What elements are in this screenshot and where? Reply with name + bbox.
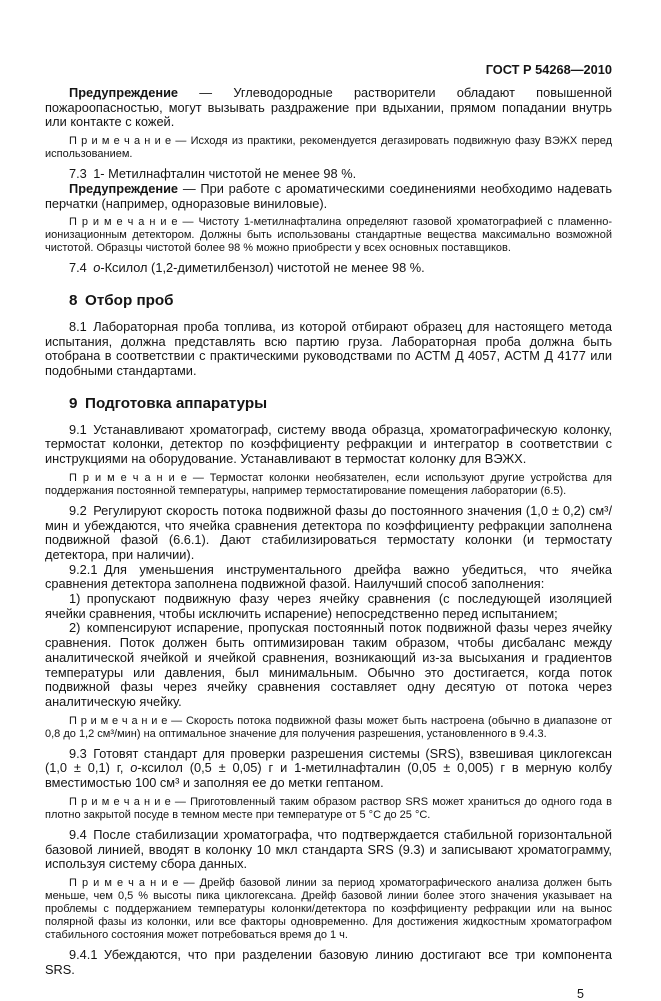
clause-9-4-1: 9.4.1 Убеждаются, что при разделении базовую линию достигают все три компонента SRS. <box>45 946 612 977</box>
warning-lead: Предупреждение <box>69 85 179 100</box>
note-flow-rate: П р и м е ч а н и е — Скорость потока подвижной фазы может быть настроена (обычно в диапазоне от 0,8 до 1,2 см³/мин) на оптимальное значение для получения разрешения, установленного в 9.4.3. <box>45 714 612 740</box>
document-code-header: ГОСТ Р 54268—2010 <box>485 62 612 77</box>
section-9-heading: 9 Подготовка аппаратуры <box>69 394 268 412</box>
clause-7-3: 7.3 1- Метилнафталин чистотой не менее 98 %. <box>69 166 357 182</box>
list-item-2: 2) компенсируют испарение, пропуская постоянный поток подвижной фазы через ячейку сравнения. Поток должен быть оптимизирован таким образом, чтобы дисбаланс между аналитической ячейкой и ячейкой сравнения, возникающий из-за высыхания и градиентов температуры или давления, был минимальным. Обычно это достигается, когда поток подвижной фазы через ячейку сравнения составляет одну десятую от потока через аналитическую ячейку. <box>45 620 612 709</box>
warning-text: — Углеводородные растворители обладают повышенной пожароопасностью, могут вызывать раздражение при вдыхании, прямом попадании внутрь или контакте с кожей. <box>45 85 612 130</box>
clause-text: -Ксилол (1,2-диметилбензол) чистотой не менее 98 %. <box>100 260 425 276</box>
section-8-heading: 8 Отбор проб <box>69 291 174 309</box>
clause-8-1: 8.1 Лабораторная проба топлива, из которой отбирают образец для настоящего метода испытания, должна представлять всю партию груза. Лабораторная проба должна быть отобрана в соответствии с практическими руководствами по АСТМ Д 4057, АСТМ Д 4177 или подобными стандартами. <box>45 318 612 379</box>
clause-9-4: 9.4 После стабилизации хроматографа, что подтверждается стабильной горизонтальной базовой линией, вводят в колонку 10 мкл стандарта SRS (9.3) и записывают хроматограмму, используя систему сбора данных. <box>45 826 612 872</box>
warning-paragraph-aromatics <box>45 182 612 211</box>
note-srs-storage: П р и м е ч а н и е — Приготовленный таким образом раствор SRS может храниться до одного года в плотно закрытой посуде в темном месте при температуре от 5 °С до 25 °С. <box>45 795 612 821</box>
clause-text: -ксилол (0,5 ± 0,05) г и 1-метилнафталин (0,05 ± 0,005) г в мерную колбу вместимостью 100 см³ и заполняя ее до метки гептаном. <box>45 760 612 791</box>
note-baseline-drift: П р и м е ч а н и е — Дрейф базовой линии за период хроматографического анализа должен быть меньше, чем 0,5 % высоты пика циклогексана. Дрейф базовой линии более этого значения указывает на проблемы с поддержанием температуры колонки/детектора по коэффициенту рефракции или на вынос полярной фазы из колонки, или все факторы одновременно. Для достижения жидкостным хроматографом стабильного состояния может потребоваться время до 1 ч. <box>45 876 612 941</box>
italic-o-prefix: о <box>130 760 138 776</box>
clause-9-1: 9.1 Устанавливают хроматограф, систему ввода образца, хроматографическую колонку, термостат колонки, детектор по коэффициенту рефракции и интегратор в соответствии с инструкциями на оборудование. Устанавливают в термостат колонку для ВЭЖХ. <box>45 421 612 467</box>
note-methylnaphthalene-purity: П р и м е ч а н и е — Чистоту 1-метилнафталина определяют газовой хроматографией с пламенно-ионизационным детектором. Должны быть использованы стандартные вещества максимально возможной чистотой. Образцы чистотой более 98 % можно приобрести у всех основных поставщиков. <box>45 216 612 255</box>
italic-o-prefix: о <box>93 260 101 276</box>
clause-9-2: 9.2 Регулируют скорость потока подвижной фазы до постоянного значения (1,0 ± 0,2) см³/мин и убеждаются, что ячейка сравнения детектора по коэффициенту рефракции заполнена подвижной фазой (6.6.1). Дают стабилизироваться термостату колонки (и термостату детектора, при наличии). <box>45 502 612 562</box>
list-item-1: 1) пропускают подвижную фазу через ячейку сравнения (с последующей изоляцией ячейки сравнения, чтобы исключить испарение) непосредственно перед испытанием; <box>45 591 612 621</box>
page-number: 5 <box>577 987 584 1001</box>
note-column-thermostat: П р и м е ч а н и е — Термостат колонки необязателен, если используют другие устройства для поддержания постоянной температуры, например термостатирование помещения лаборатории (6.5). <box>45 471 612 497</box>
note-degassing: П р и м е ч а н и е — Исходя из практики, рекомендуется дегазировать подвижную фазу ВЭЖХ перед использованием. <box>45 135 612 161</box>
clause-text: 9.3 Готовят стандарт для проверки разрешения системы (SRS), взвешивая циклогексан (1,0 ± 0,1) г, <box>45 745 612 776</box>
warning-text: — При работе с ароматическими соединениями необходимо надевать перчатки (например, одноразовые виниловые). <box>45 180 612 211</box>
clause-7-4 <box>45 261 612 276</box>
clause-9-2-1: 9.2.1 Для уменьшения инструментального дрейфа важно убедиться, что ячейка сравнения детектора заполнена подвижной фазой. Наилучший способ заполнения: <box>45 561 612 592</box>
warning-lead: Предупреждение <box>69 180 179 196</box>
clause-9-3 <box>45 747 612 791</box>
clause-number: 7.4 <box>69 260 94 276</box>
warning-paragraph-solvents <box>45 86 612 130</box>
